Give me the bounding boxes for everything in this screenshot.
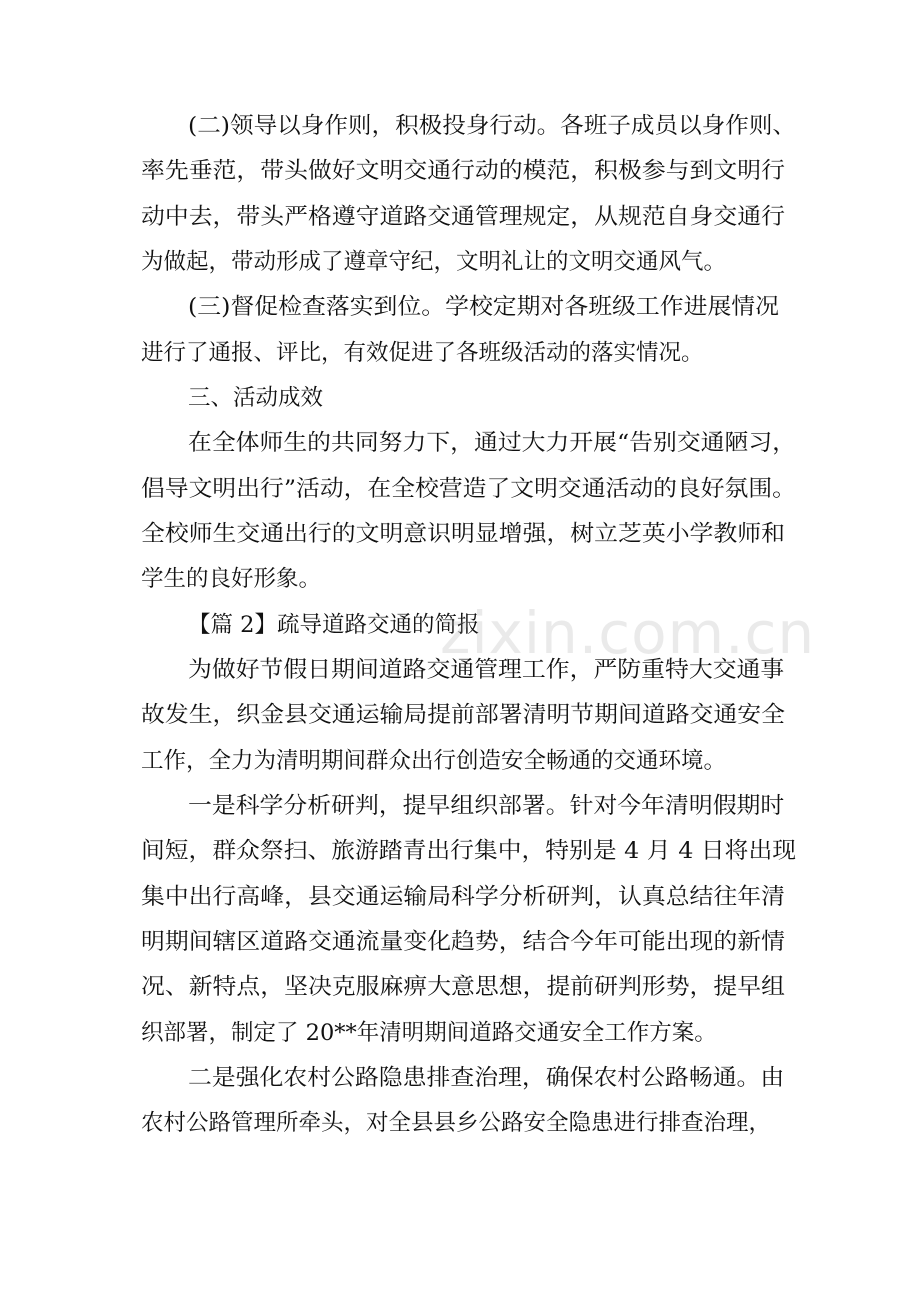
line-text: 集中出行高峰，县交通运输局科学分析研判，认真总结往年清 [141,884,785,910]
line-text: 一是科学分析研判，提早组织部署。针对今年清明假期时 [188,793,785,819]
line-text: 况、新特点，坚决克服麻痹大意思想，提前研判形势，提早组 [141,974,785,1000]
line-text: 为做起，带动形成了遵章守纪，文明礼让的文明交通风气。 [141,249,727,275]
line-text: 织部署，制定了 20**年清明期间道路交通安全工作方案。 [141,1020,717,1046]
line-text: 工作，全力为清明期间群众出行创造安全畅通的交通环境。 [141,748,727,774]
watermark: zixin.com.cn [440,599,816,667]
line-text: (二)领导以身作则，积极投身行动。各班子成员以身作则、 [188,113,797,139]
line-text: 三、活动成效 [188,385,324,411]
line-text: 学生的良好形象。 [141,566,322,592]
line-text: 为做好节假日期间道路交通管理工作，严防重特大交通事 [188,657,785,683]
line-text: 【篇 2】疏导道路交通的简报 [188,612,480,638]
line-text: 动中去，带头严格遵守道路交通管理规定，从规范自身交通行 [141,204,785,230]
line-text: 农村公路管理所牵头，对全县县乡公路安全隐患进行排查治理， [141,1110,772,1136]
line-text: 倡导文明出行”活动，在全校营造了文明交通活动的良好氛围。 [141,476,796,502]
line-text: (三)督促检查落实到位。学校定期对各班级工作进展情况 [188,294,780,320]
line-text: 间短，群众祭扫、旅游踏青出行集中，特别是 4 月 4 日将出现 [141,838,797,864]
line-text: 在全体师生的共同努力下，通过大力开展“告别交通陋习， [188,430,796,456]
line-text: 故发生，织金县交通运输局提前部署清明节期间道路交通安全 [141,702,785,728]
line-text: 进行了通报、评比，有效促进了各班级活动的落实情况。 [141,340,704,366]
line-text: 二是强化农村公路隐患排查治理，确保农村公路畅通。由 [188,1065,785,1091]
line-text: 率先垂范，带头做好文明交通行动的模范，积极参与到文明行 [141,158,785,184]
line-text: 明期间辖区道路交通流量变化趋势，结合今年可能出现的新情 [141,929,785,955]
line-text: 全校师生交通出行的文明意识明显增强，树立芝英小学教师和 [141,521,785,547]
